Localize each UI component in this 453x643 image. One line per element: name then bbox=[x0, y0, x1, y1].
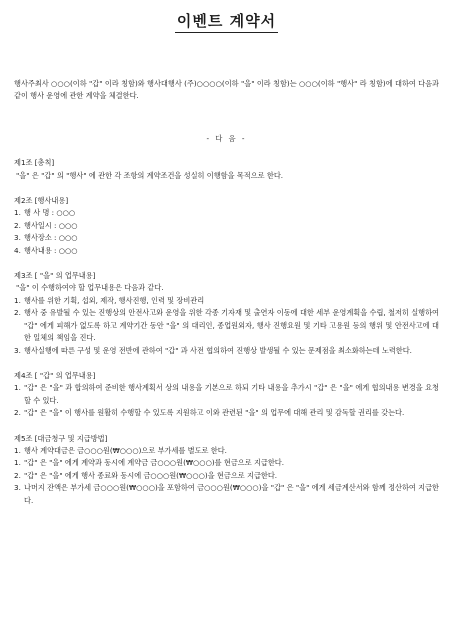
article-5-list bbox=[14, 445, 439, 507]
item-number: 4. bbox=[14, 245, 21, 255]
article-1-title: 제1조 [총칙] bbox=[14, 158, 55, 168]
list-item bbox=[14, 457, 439, 469]
item-number: 3. bbox=[14, 483, 21, 493]
article-2 bbox=[14, 195, 439, 257]
item-number: 3. bbox=[14, 233, 21, 243]
item-number: 2. bbox=[14, 470, 21, 480]
list-item bbox=[14, 232, 439, 244]
item-text: 행사내용 : ○○○ bbox=[24, 245, 78, 255]
article-2-list bbox=[14, 207, 439, 257]
item-text: "갑" 은 "을" 과 합의하여 준비한 행사계획서 상의 내용을 기본으로 하되 기타 내용을 추가시 "갑" 은 "을" 에게 협의내용 변경을 요청할 수 있다. bbox=[24, 383, 439, 405]
list-item bbox=[14, 307, 439, 344]
item-text: "갑" 은 "을" 이 행사를 원활히 수행할 수 있도록 지원하고 이와 관련된 "을" 의 업무에 대해 관리 및 감독할 권리를 갖는다. bbox=[24, 408, 405, 418]
list-item bbox=[14, 345, 439, 357]
item-text: 행사실행에 따른 구성 및 운영 전반에 관하여 "갑" 과 사전 협의하여 진행상 발생될 수 있는 문제점을 최소화하는데 노력한다. bbox=[24, 345, 412, 355]
document-title bbox=[0, 10, 453, 31]
article-3-title: 제3조 [ "을" 의 업무내용] bbox=[14, 271, 96, 281]
list-item bbox=[14, 245, 439, 257]
item-text: "갑" 은 "을" 에게 행사 종료와 동시에 금○○○원(₩○○○)을 현금으로 지급한다. bbox=[24, 470, 278, 480]
item-number: 1. bbox=[14, 208, 21, 218]
article-3-list bbox=[14, 295, 439, 357]
item-number: 1. bbox=[14, 295, 21, 305]
article-2-title: 제2조 [행사내용] bbox=[14, 196, 69, 206]
document-title-text: 이벤트 계약서 bbox=[175, 12, 278, 33]
article-5-title: 제5조 [대금청구 및 지급방법] bbox=[14, 433, 108, 443]
article-4-list bbox=[14, 382, 439, 419]
article-4-title: 제4조 [ "갑" 의 업무내용] bbox=[14, 370, 96, 380]
item-text: 행사장소 : ○○○ bbox=[24, 233, 78, 243]
item-number: 1. bbox=[14, 383, 21, 393]
document-body bbox=[14, 78, 439, 520]
list-item bbox=[14, 407, 439, 419]
article-3-lead: "을" 이 수행하여야 할 업무내용은 다음과 같다. bbox=[16, 283, 164, 293]
item-text: 행 사 명 : ○○○ bbox=[24, 208, 76, 218]
intro-paragraph: 행사주최사 ○○○(이하 "갑" 이라 칭함)와 행사대행사 (주)○○○○(이하 "을" 이라 칭함)는 ○○○(이하 "행사" 라 칭함)에 대하여 다음과 같이 행사 운영에 관한 계약을 체결한다. bbox=[14, 79, 439, 101]
list-item bbox=[14, 382, 439, 407]
article-1 bbox=[14, 157, 439, 182]
list-item bbox=[14, 207, 439, 219]
article-4 bbox=[14, 370, 439, 420]
item-text: 행사일시 : ○○○ bbox=[24, 220, 78, 230]
item-number: 2. bbox=[14, 220, 21, 230]
item-number: 1. bbox=[14, 458, 21, 468]
item-text: "갑" 은 "을" 에게 계약과 동시에 계약금 금○○○원(₩○○○)를 현금으로 지급한다. bbox=[24, 458, 284, 468]
article-3 bbox=[14, 270, 439, 357]
article-5 bbox=[14, 433, 439, 507]
item-number: 3. bbox=[14, 345, 21, 355]
item-number: 2. bbox=[14, 408, 21, 418]
list-item bbox=[14, 220, 439, 232]
list-item bbox=[14, 470, 439, 482]
section-heading: - 다 음 - bbox=[206, 133, 247, 143]
item-text: 나머지 잔액은 부가세 금○○○원(₩○○○)을 포함하여 금○○○원(₩○○○)을 "갑" 은 "을" 에게 세금계산서와 함께 정산하여 지급한다. bbox=[24, 483, 439, 505]
list-item bbox=[14, 482, 439, 507]
item-text: 행사를 위한 기획, 섭외, 제작, 행사진행, 인력 및 장비관리 bbox=[24, 295, 205, 305]
item-number: 2. bbox=[14, 308, 21, 318]
list-item bbox=[14, 295, 439, 307]
item-text: 행사 중 유발될 수 있는 진행상의 안전사고와 운영을 위한 각종 기자재 및 출연자 이동에 대한 세부 운영계획을 수립, 철저히 실행하여 "갑" 에게 피해가 없도록 하고 계약기간 동안 "을" 의 대리인, 종업원외자, 행사 진행요원 및 기타 고용원 등의 행위 및 안전사고에 대한 일체의 책임을 진다. bbox=[24, 308, 439, 343]
list-item bbox=[14, 445, 439, 457]
article-1-text: "을" 은 "갑" 의 "행사" 에 관한 각 조항의 계약조건을 성실히 이행함을 목적으로 한다. bbox=[16, 170, 284, 180]
item-text: 행사 계약대금은 금○○○원(₩○○○)으로 부가세를 별도로 한다. bbox=[24, 445, 227, 455]
item-number: 1. bbox=[14, 445, 21, 455]
